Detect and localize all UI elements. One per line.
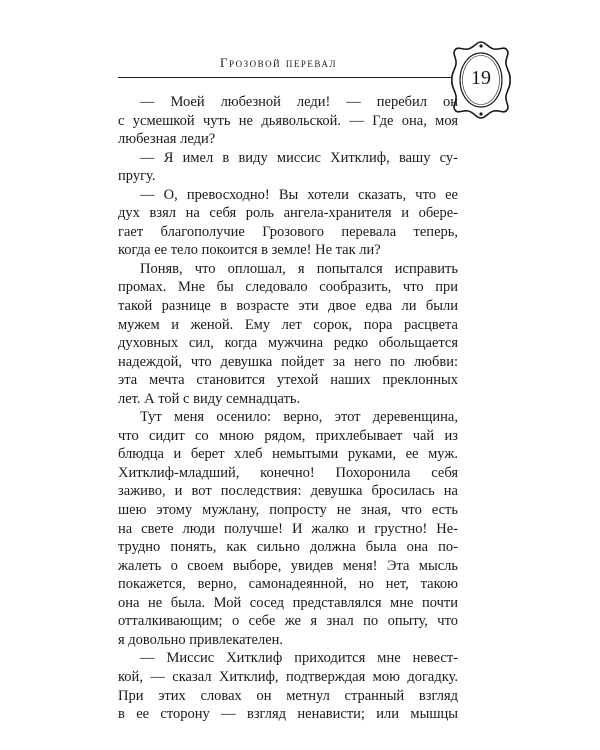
text-line: гает благополучие Грозового перевала теперь, [118, 223, 458, 240]
text-line: с усмешкой чуть не дьявольской. — Где она, моя [118, 112, 458, 129]
header-rule [118, 77, 452, 78]
text-line: жалеть о своем выборе, увидев меня! Эта мысль [118, 557, 458, 574]
text-line: лет. А той с виду семнадцать. [118, 390, 301, 407]
text-line: промах. Мне бы следовало сообразить, что при [118, 279, 458, 296]
text-line: При этих словах он метнул странный взгляд [118, 687, 458, 704]
text-line: отталкивающим; о себе же я знал по опыту, что [118, 613, 458, 630]
text-line: духовных сил, когда мужчина редко обольщается [118, 335, 458, 352]
text-line: любезная леди? [118, 131, 216, 148]
text-line: когда ее тело покоится в земле! Не так ли? [118, 242, 381, 259]
running-head [118, 55, 438, 79]
text-line: она не была. Мой сосед представлялся мне почти [118, 594, 458, 611]
text-line: пругу. [118, 168, 156, 185]
text-line: — О, превосходно! Вы хотели сказать, что ее [140, 186, 458, 203]
text-line: я довольно привлекателен. [118, 631, 284, 648]
body-text [118, 93, 458, 724]
text-line: шею этому мужлану, попросту не зная, что есть [118, 502, 458, 519]
text-line: — Я имел в виду миссис Хитклиф, вашу су- [140, 149, 458, 166]
text-line: мужем и женой. Ему лет сорок, пора расцвета [118, 316, 458, 333]
text-line: заживо, и вот последствия: девушка бросилась на [118, 483, 458, 500]
text-line: дух взял на себя роль ангела-хранителя и обере- [118, 205, 458, 222]
text-line: Поняв, что оплошал, я попытался исправить [140, 260, 458, 277]
text-line: трудно понять, как сильно должна была она по- [118, 539, 458, 556]
text-line: надеждой, что девушка пойдет за него по любви: [118, 353, 458, 370]
text-line: эта мечта становится утехой наших преклонных [118, 372, 458, 389]
page-number: 19 [471, 67, 491, 89]
page-number-medallion [450, 40, 512, 120]
text-line: в ее сторону — взгляд ненависти; или мышцы [118, 706, 458, 723]
text-line: такой разнице в возрасте эти двое едва ли были [118, 298, 458, 315]
text-line: Хитклиф-младший, конечно! Похоронила себя [118, 464, 458, 481]
text-line: на свете люди получше! И жалко и грустно! Не- [118, 520, 458, 537]
running-title: Грозовой перевал [220, 55, 337, 70]
text-line: что сидит со мною рядом, прихлебывает чай из [118, 427, 458, 444]
text-line: кой, — сказал Хитклиф, подтверждая мою догадку. [118, 668, 458, 685]
text-line: — Моей любезной леди! — перебил он [140, 94, 458, 110]
text-line: блюдца и берет хлеб немытыми руками, ее муж. [118, 446, 458, 463]
text-line: Тут меня осенило: верно, этот деревенщина, [140, 409, 458, 426]
text-line: покажется, верно, самонадеянной, но нет, такою [118, 576, 458, 593]
text-line: — Миссис Хитклиф приходится мне невест- [140, 650, 458, 667]
